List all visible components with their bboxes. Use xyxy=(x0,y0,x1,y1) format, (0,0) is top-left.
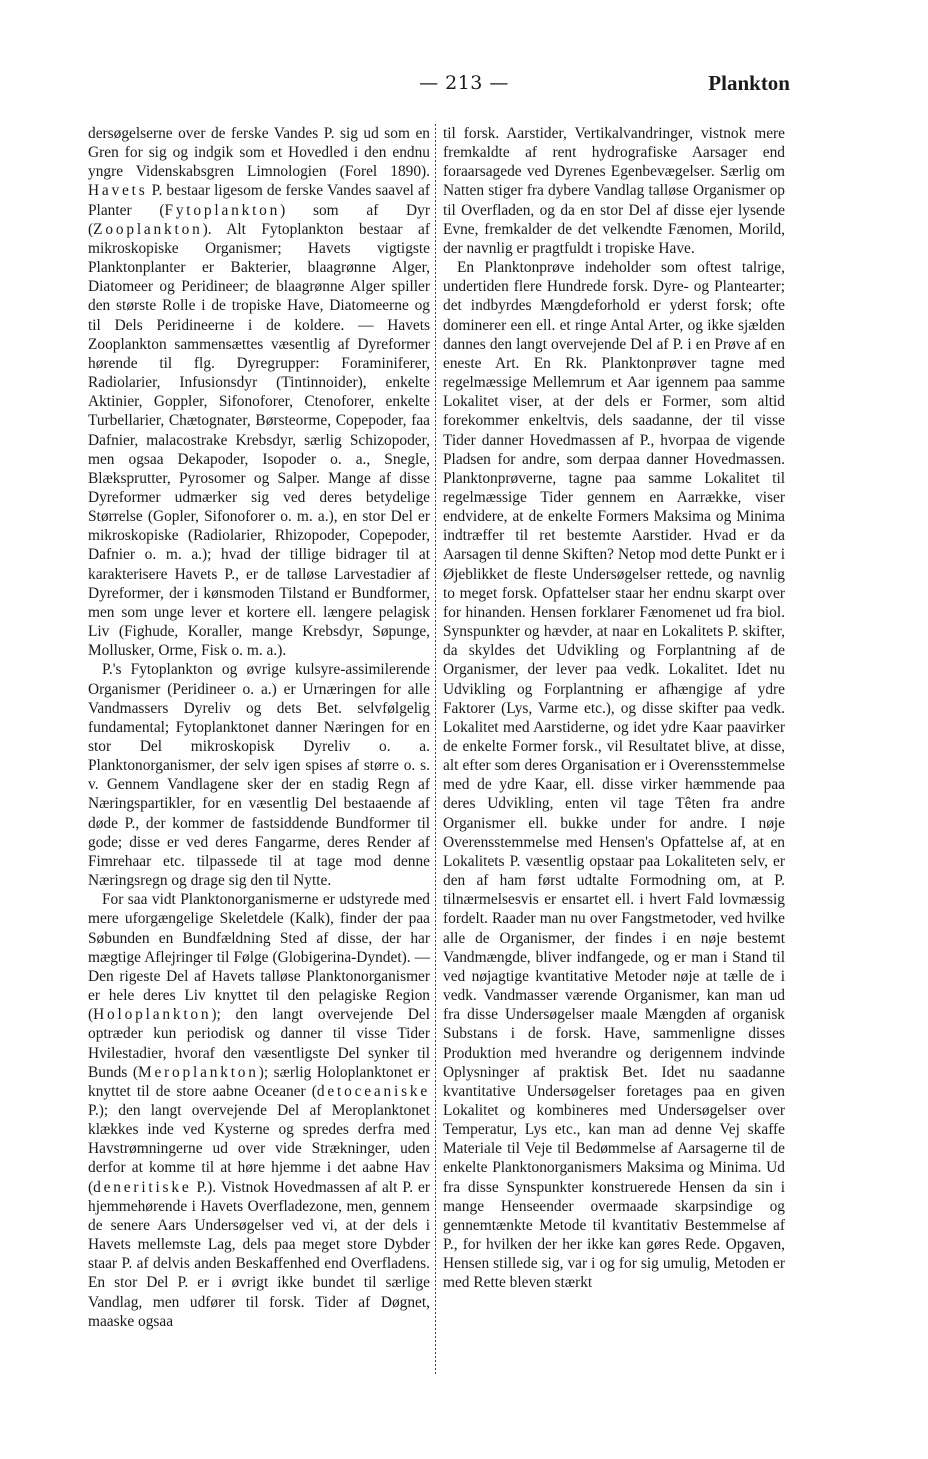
text-run: ); den langt overvejende Del optræder kun periodisk og danner til visse Tider Hvilestadier, hvoraf den væsentligste Del synker til Bunds ( xyxy=(88,1006,430,1081)
right-paragraph-2: En Planktonprøve indeholder som oftest talrige, undertiden flere Hundrede forsk. Dyre- og Plantearter; det indbyrdes Mængdeforhold er yderst forsk; ofte dominerer een ell. et ringe Antal Arter, og ikke sjælden dannes den langt overvejende Del af P. i en Prøve af en eneste Art. En Rk. Planktonprøver tagne med regelmæssige Mellemrum et Aar igennem paa samme Lokalitet viser, at der dels er Former, som altid forekommer enkeltvis, dels saadanne, der til visse Tider danner Hovedmassen af P., hvorpaa de vigende Pladsen for andre, som derpaa danner Hovedmassen. Planktonprøverne, tagne paa samme Lokalitet til regelmæssige Tider gennem en Aarrække, viser endvidere, at de enkelte Formers Maksima og Minima indtræffer til ret bestemte Aarstider. Hvad er da Aarsagen til denne Skiften? Netop mod dette Punkt er i Øjeblikket de fleste Undersøgelser rettede, og navnlig to meget forsk. Opfattelser staar her endnu skarpt over for hinanden. Hensen forklarer Fænomenet ud fra biol. Synspunkter og hævder, at naar en Lokalitets P. skifter, da skyldes det Udvikling og Forplantning af de Organismer, der lever paa vedk. Lokalitet. Idet nu Udvikling og Forplantning er afhængige af ydre Faktorer (Lys, Varme etc.), og disse skifter paa vedk. Lokalitet med Aarstiderne, og idet ydre Kaar paavirker de enkelte Former forsk., vil Resultatet blive, at disse, alt efter som deres Organisation er i Overensstemmelse med de ydre Kaar, ell. disse virker hæmmende paa deres Udvikling, enten vil tage Têten fra andre Organismer ell. bukke under for andre. I nøje Overensstemmelse med Hensen's Opfattelse af, at en Lokalitets P. væsentlig opstaar paa Lokaliteten selv, er den af ham først udtalte Formodning om, at P. tilnærmelsesvis er ensartet ell. i hvert Fald lovmæssig fordelt. Raader man nu over Fangstmetoder, ved hvilke alle de Organismer, der findes i en nøje bestemt Vandmængde, bliver indfangede, og er man i Stand til ved nøjagtige kvantitative Metoder nøje at tælle de i vedk. Vandmasser værende Organismer, kan man ud fra disse Undersøgelser maale Mængden af organisk Substans i de forsk. Have, sammenligne disses Produktion med hverandre og derigennem indvinde Oplysninger af praktisk Bet. Idet nu saadanne kvantitative Undersøgelser foretages paa en given Lokalitet og kombineres med Undersøgelser over Temperatur, Lys etc., kan man ad denne Vej skaffe Materiale til Veje til Bedømmelse af Aarsagerne til de enkelte Planktonorganismers Maksima og Minima. Ud fra disse Synspunkter konstruerede Hensen da sin i mange Henseender overmaade skarpsindige og gennemtænkte Metode til kvantitativ Bestemmelse af P., for hvilken der her ikke kan gøres Rede. Opgaven, Hensen stillede sig, var i og for sig umulig, Metoden er med Rette bleven stærkt xyxy=(443,259,785,1292)
spaced-term: deneritiske xyxy=(93,1178,192,1196)
left-paragraph-2: P.'s Fytoplankton og øvrige kulsyre-assimilerende Organismer (Peridineer o. a.) er Urnæringen for alle Vandmassers Dyreliv og dets Bet. selvfølgelig fundamental; Fytoplanktonet danner Næringen for en stor Del mikroskopisk Dyreliv o. a. Planktonorganismer, der selv igen spises af større o. s. v. Gennem Vandlagene sker der en stadig Regn af Næringspartikler, for en væsentlig Del bestaaende af døde P., der kommer de fastsiddende Bundformer til gode; disse er ved deres Fangarme, deres Render af Fimrehaar etc. tilpassede til at tage mod denne Næringsregn og drage sig den til Nytte. xyxy=(88,661,430,890)
spaced-term: detoceaniske xyxy=(316,1082,430,1100)
text-run: P. bestaar ligesom de ferske Vandes saavel af Planter ( xyxy=(88,182,430,219)
text-run: P.); den langt overvejende Del af Meroplanktonet klækkes inde ved Kysterne og spredes derfra med Havstrømningerne ud over vide Strækninger, uden derfor at komme til at høre hjemme i det aabne Hav ( xyxy=(88,1101,430,1196)
text-run: dersøgelserne over de ferske Vandes P. sig ud som en Gren for sig og indgik som et Hovedled i den endnu yngre Videnskabsgren Limnologien (Forel 1890). xyxy=(88,125,430,181)
text-run: ); særlig Holoplanktonet er knyttet til de store aabne Oceaner ( xyxy=(88,1063,430,1100)
right-column xyxy=(443,124,785,1293)
right-paragraph-1: til forsk. Aarstider, Vertikalvandringer, vistnok mere fremkaldte af rent hydrografiske Aarsager end foraarsagede ved Dyrenes Egenbevægelser. Særlig om Natten stiger fra dybere Vandlag talløse Organismer op til Overfladen, og da en stor Del af disse ejer lysende Evne, fremkalder de det velkendte Fænomen, Morild, der navnlig er pragtfuldt i tropiske Have. xyxy=(443,125,785,257)
left-column xyxy=(88,124,430,1331)
spaced-term: Meroplankton xyxy=(137,1063,259,1081)
text-run: ) som af Dyr ( xyxy=(88,201,430,238)
left-paragraph-3 xyxy=(88,890,430,1331)
spaced-term: Fytoplankton xyxy=(164,201,281,219)
text-run: P.). Vistnok Hovedmassen af alt P. er hjemmehørende i Havets Overfladezone, men, gennem de senere Aars Undersøgelser ved vi, at der dels i Havets mellemste Lag, dels paa meget store Dybder staar P. af delvis anden Beskaffenhed end Overfladens. En stor Del P. er i øvrigt ikke bundet til særlige Vandlag, men udfører til forsk. Tider af Døgnet, maaske ogsaa xyxy=(88,1178,430,1330)
spaced-term: Zooplankton xyxy=(93,220,203,238)
page-number: — 213 — xyxy=(419,72,509,94)
running-title: Plankton xyxy=(708,71,790,95)
left-paragraph-1 xyxy=(88,124,430,660)
text-run: ). Alt Fytoplankton bestaar af mikroskopiske Organismer; Havets vigtigste Planktonplanter er Bakterier, blaagrønne Alger, Diatomeer og Peridineer; de blaagrønne Alger spiller den største Rolle i de tropiske Have, Diatomeerne og til Dels Peridineerne i de koldere. — Havets Zooplankton sammensættes væsentlig af Dyreformer hørende til flg. Dyregrupper: Foraminiferer, Radiolarier, Infusionsdyr (Tintinnoider), enkelte Aktinier, Goppler, Sifonoforer, Ctenoforer, enkelte Turbellarier, Chætognater, Børsteorme, Copepoder, faa Dafnier, malacostrake Krebsdyr, særlig Schizopoder, men ogsaa Dekapoder, Isopoder o. a., Snegle, Blæksprutter, Pyrosomer og Salper. Mange af disse Dyreformer udmærker sig ved deres betydelige Størrelse (Gopler, Sifonoforer o. m. a.), en stor Del er mikroskopiske (Radiolarier, Rhizopoder, Copepoder, Dafnier o. m. a.); hvad der tillige bidrager til at karakterisere Havets P., er de talløse Larvestadier af Dyreformer, der i kønsmoden Tilstand er Bundformer, men som unge lever et kortere ell. længere pelagisk Liv (Fighude, Koraller, mange Krebsdyr, Søpunge, Mollusker, Orme, Fisk o. m. a.). xyxy=(88,220,430,660)
text-run: For saa vidt Planktonorganismerne er udstyrede med mere uforgængelige Skeletdele (Kalk), finder der paa Søbunden en Bundfældning Sted af disse, der har mægtige Aflejringer til Følge (Globigerina-Dyndet). — Den rigeste Del af Havets talløse Planktonorganismer er hele deres Liv knyttet til den pelagiske Region ( xyxy=(88,891,430,1024)
column-divider xyxy=(435,124,436,1374)
spaced-term: Holoplankton xyxy=(93,1006,212,1024)
spaced-term: Havets xyxy=(88,182,148,200)
